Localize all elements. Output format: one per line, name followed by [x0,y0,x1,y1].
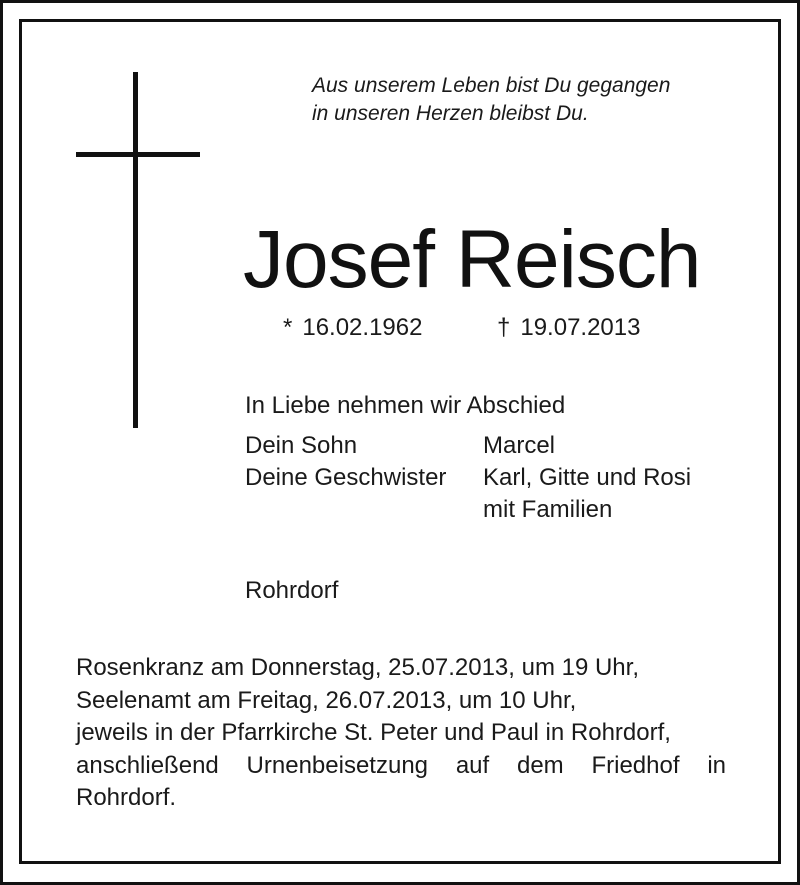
place-name: Rohrdorf [245,577,339,604]
service-line: Seelenamt am Freitag, 26.07.2013, um 10 Uhr, [76,686,577,714]
mourners-list [245,430,691,526]
service-line: Rosenkranz am Donnerstag, 25.07.2013, um 19 Uhr, [76,654,639,681]
farewell-text: In Liebe nehmen wir Abschied [245,392,566,419]
death-date [497,312,640,344]
mourner-names: Karl, Gitte und Rosi [483,464,692,491]
quote-line-2: in unseren Herzen bleibst Du. [312,102,589,125]
service-line: Rohrdorf. [76,784,177,811]
deceased-name: Josef Reisch [243,214,701,305]
mourner-names: mit Familien [483,496,613,523]
service-line: anschließend Urnenbeisetzung auf dem Friedhof in [76,751,726,779]
mourner-relation [245,494,483,526]
death-symbol: † [497,314,511,341]
birth-date [283,312,422,344]
service-details [76,652,726,815]
cross-vertical-bar [133,72,138,428]
memorial-quote [312,72,752,128]
mourner-relation: Deine Geschwister [245,464,447,491]
mourner-relation: Dein Sohn [245,432,358,459]
cross-icon [76,72,200,428]
mourner-names: Marcel [483,432,556,459]
service-line: jeweils in der Pfarrkirche St. Peter und Paul in Rohrdorf, [76,719,671,746]
mourner-row [245,430,691,462]
birth-date-value: 16.02.1962 [302,314,423,341]
mourner-row [245,462,691,494]
birth-symbol: * [283,314,293,341]
cross-horizontal-bar [76,152,200,157]
mourner-row [245,494,691,526]
quote-line-1: Aus unserem Leben bist Du gegangen [312,74,671,97]
death-date-value: 19.07.2013 [520,314,641,341]
